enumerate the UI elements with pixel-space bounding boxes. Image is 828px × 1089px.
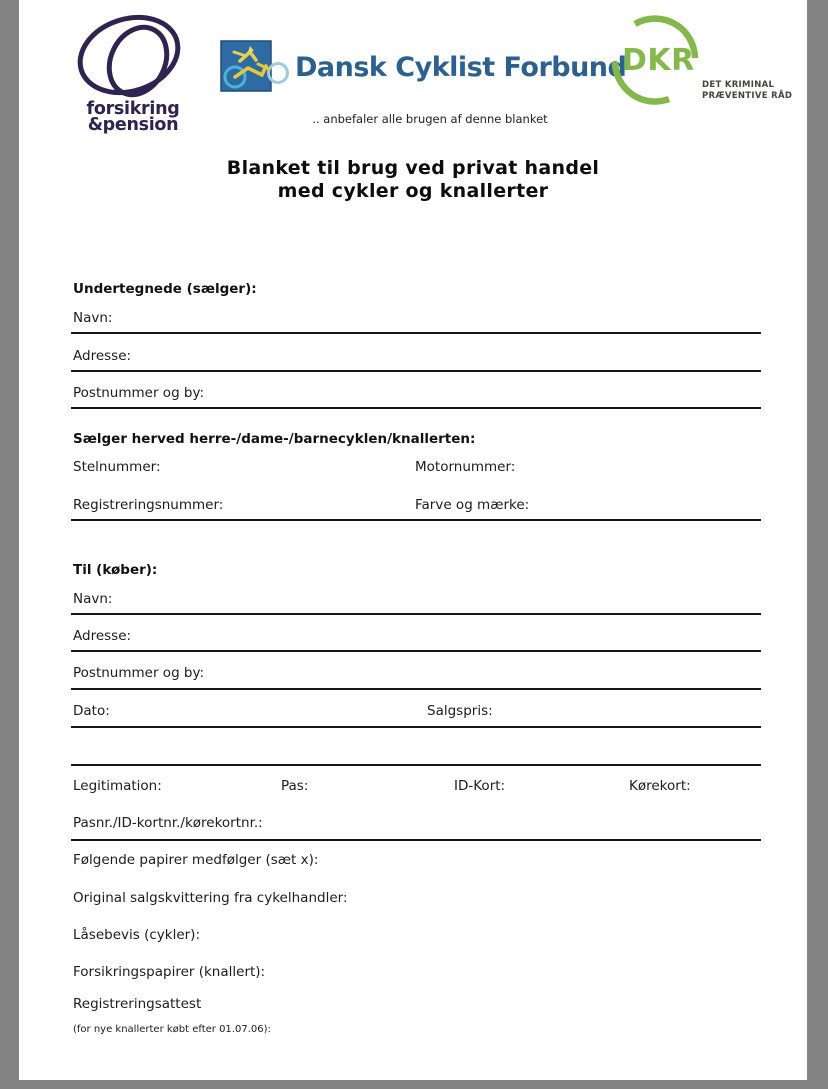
- field-line-date-price: [71, 726, 761, 728]
- dcf-tagline: .. anbefaler alle brugen af denne blanket: [312, 112, 548, 126]
- field-line-blank: [71, 764, 761, 766]
- license-label: Kørekort:: [629, 778, 691, 794]
- dkr-logo: [607, 10, 797, 110]
- fp-logo-text-line1: forsikring: [86, 99, 180, 119]
- buyer-zip-label: Postnummer og by:: [73, 665, 205, 681]
- price-label: Salgspris:: [427, 703, 493, 719]
- registration-number-label: Registreringsnummer:: [73, 497, 224, 513]
- form-title-line2: med cykler og knallerter: [277, 179, 549, 202]
- seller-name-label: Navn:: [73, 310, 113, 326]
- id-number-label: Pasnr./ID-kortnr./kørekortnr.:: [73, 815, 263, 831]
- fp-logo-text-line2: &pension: [87, 114, 179, 135]
- papers-heading: Følgende papirer medfølger (sæt x):: [73, 852, 319, 868]
- receipt-label: Original salgskvittering fra cykelhandler:: [73, 890, 348, 906]
- color-brand-label: Farve og mærke:: [415, 497, 530, 513]
- passport-label: Pas:: [281, 778, 309, 794]
- frame-number-label: Stelnummer:: [73, 459, 161, 475]
- dkr-caption-line1: DET KRIMINAL: [702, 80, 775, 90]
- form-page: [19, 0, 807, 1080]
- field-line-item: [71, 519, 761, 521]
- form-title-line1: Blanket til brug ved privat handel: [226, 157, 600, 179]
- registration-certificate-label: Registreringsattest: [73, 996, 202, 1012]
- field-line-id-number: [71, 839, 761, 841]
- fp-logo: [75, 14, 191, 133]
- field-line-buyer-zip: [71, 688, 761, 690]
- item-heading: Sælger herved herre-/dame-/barnecyklen/knallerten:: [73, 431, 476, 447]
- dkr-caption-line2: PRÆVENTIVE RÅD: [702, 91, 793, 101]
- field-line-buyer-name: [71, 613, 761, 615]
- field-line-seller-zip: [71, 407, 761, 409]
- buyer-heading: Til (køber):: [73, 562, 158, 578]
- seller-address-label: Adresse:: [73, 348, 132, 364]
- field-line-buyer-address: [71, 650, 761, 652]
- date-label: Dato:: [73, 703, 110, 719]
- registration-note: (for nye knallerter købt efter 01.07.06):: [73, 1024, 271, 1035]
- legitimation-label: Legitimation:: [73, 778, 162, 794]
- idcard-label: ID-Kort:: [454, 778, 506, 794]
- field-line-seller-name: [71, 332, 761, 334]
- dcf-logo-icon: [220, 38, 290, 100]
- field-line-seller-address: [71, 370, 761, 372]
- buyer-name-label: Navn:: [73, 591, 113, 607]
- insurance-papers-label: Forsikringspapirer (knallert):: [73, 964, 266, 980]
- buyer-address-label: Adresse:: [73, 628, 132, 644]
- dcf-logo-text: Dansk Cyklist Forbund: [295, 52, 627, 83]
- lock-certificate-label: Låsebevis (cykler):: [73, 927, 200, 943]
- seller-zip-label: Postnummer og by:: [73, 385, 205, 401]
- form-title: [19, 157, 807, 202]
- dkr-abbr: DKR: [622, 43, 695, 78]
- seller-heading: Undertegnede (sælger):: [73, 281, 257, 297]
- motor-number-label: Motornummer:: [415, 459, 516, 475]
